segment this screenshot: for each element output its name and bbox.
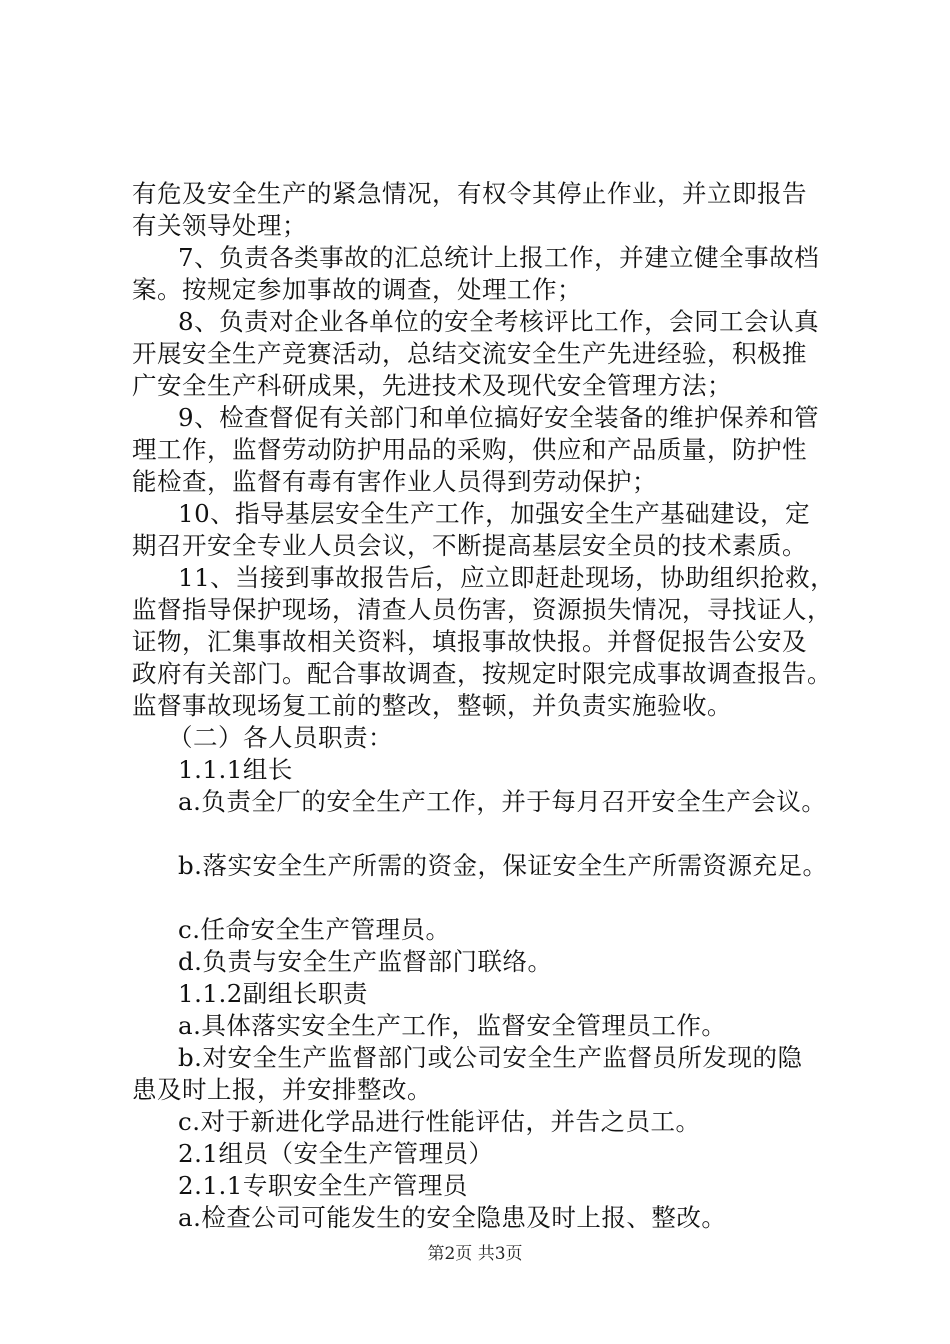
text-line: 案。按规定参加事故的调查，处理工作；: [132, 275, 582, 304]
subsection-heading: 2.1.1专职安全生产管理员: [178, 1171, 468, 1200]
section-heading: （二）各人员职责：: [168, 723, 393, 752]
subsection-heading: 1.1.2副组长职责: [178, 979, 368, 1008]
subsection-heading: 1.1.1组长: [178, 755, 293, 784]
text-line: b.落实安全生产所需的资金，保证安全生产所需资源充足。: [178, 851, 828, 880]
text-line: 广安全生产科研成果，先进技术及现代安全管理方法；: [132, 371, 732, 400]
text-line: 监督事故现场复工前的整改，整顿，并负责实施验收。: [132, 691, 732, 720]
text-line: 患及时上报，并安排整改。: [132, 1075, 432, 1104]
text-line: 开展安全生产竞赛活动，总结交流安全生产先进经验，积极推: [132, 339, 807, 368]
text-line: 能检查，监督有毒有害作业人员得到劳动保护；: [132, 467, 657, 496]
text-line: c.任命安全生产管理员。: [178, 915, 451, 944]
text-line: 有关领导处理；: [132, 211, 307, 240]
text-line: 监督指导保护现场，清查人员伤害，资源损失情况，寻找证人，: [132, 595, 832, 624]
text-line: 证物，汇集事故相关资料，填报事故快报。并督促报告公安及: [132, 627, 807, 656]
text-line: 政府有关部门。配合事故调查，按规定时限完成事故调查报告。: [132, 659, 832, 688]
text-line: 8、负责对企业各单位的安全考核评比工作，会同工会认真: [178, 307, 820, 336]
text-line: 期召开安全专业人员会议，不断提高基层安全员的技术素质。: [132, 531, 807, 560]
text-line: 有危及安全生产的紧急情况，有权令其停止作业，并立即报告: [132, 179, 807, 208]
text-line: 11、当接到事故报告后，应立即赶赴现场，协助组织抢救，: [178, 563, 836, 592]
text-line: d.负责与安全生产监督部门联络。: [178, 947, 553, 976]
subsection-heading: 2.1组员（安全生产管理员）: [178, 1139, 494, 1168]
text-line: a.具体落实安全生产工作，监督安全管理员工作。: [178, 1011, 727, 1040]
text-line: a.检查公司可能发生的安全隐患及时上报、整改。: [178, 1203, 727, 1232]
text-line: a.负责全厂的安全生产工作，并于每月召开安全生产会议。: [178, 787, 827, 816]
text-line: 10、指导基层安全生产工作，加强安全生产基础建设，定: [178, 499, 811, 528]
text-line: b.对安全生产监督部门或公司安全生产监督员所发现的隐: [178, 1043, 803, 1072]
text-line: 理工作，监督劳动防护用品的采购，供应和产品质量，防护性: [132, 435, 807, 464]
text-line: 9、检查督促有关部门和单位搞好安全装备的维护保养和管: [178, 403, 820, 432]
text-line: 7、负责各类事故的汇总统计上报工作，并建立健全事故档: [178, 243, 820, 272]
page-footer: 第2页 共3页: [427, 1244, 523, 1264]
text-line: c.对于新进化学品进行性能评估，并告之员工。: [178, 1107, 701, 1136]
